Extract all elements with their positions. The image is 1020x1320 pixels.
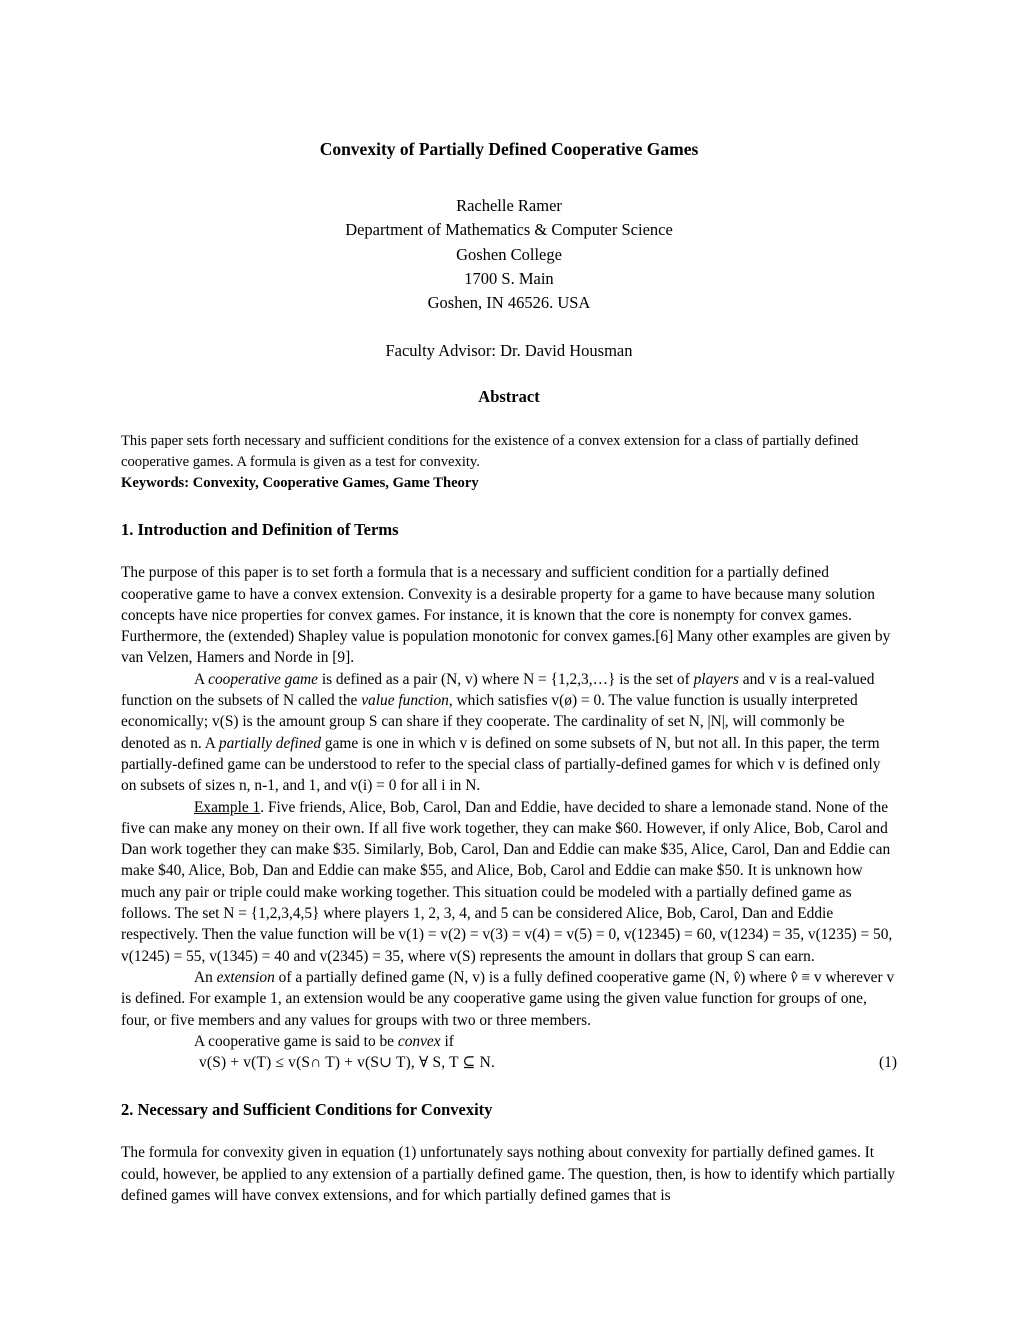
paragraph-text: The formula for convexity given in equation (1) unfortunately says nothing about convexity for partially defined games. It could, however, be applied to any extension of a partially defined game. The question, then, is how to identify which partially defined games will have convex extensions, and for which partially defined games that is: [121, 1144, 895, 1204]
term-extension: extension: [216, 968, 275, 986]
paragraph-text: The purpose of this paper is to set forth a formula that is a necessary and sufficient condition for a partially defined cooperative game to have a convex extension. Convexity is a desirable property for a game to have because many solution concepts have nice properties for convex games. For instance, it is known that the core is nonempty for convex games. Furthermore, the (extended) Shapley value is population monotonic for convex games.[6] Many other examples are given by van Velzen, Hamers and Norde in [9].: [121, 564, 891, 667]
section-1-paragraph-5-convex: [121, 1031, 897, 1052]
paragraph-text-b: is defined as a pair (N, v) where N = {1,2,3,…} is the set of: [317, 670, 694, 688]
paragraph-text-d: ≡ v wherever v is defined. For example 1, an extension would be any cooperative game using the given value function for groups of one, four, or five members and any values for groups with two or three members.: [121, 968, 895, 1029]
term-cooperative-game: cooperative game: [208, 670, 318, 688]
faculty-advisor: Faculty Advisor: Dr. David Housman: [385, 341, 633, 361]
page-title: Convexity of Partially Defined Cooperative Games: [319, 139, 699, 159]
v-hat-symbol: v̂: [790, 968, 798, 986]
author-block: [121, 194, 897, 315]
equation-1-line: [121, 1052, 897, 1073]
author-department: Department of Mathematics & Computer Science: [345, 220, 673, 240]
paragraph-text-a: A cooperative game is said to be: [194, 1032, 398, 1050]
equation-1-number: (1): [879, 1054, 897, 1072]
paragraph-text-a: A: [194, 670, 209, 688]
author-name: Rachelle Ramer: [456, 196, 562, 215]
paragraph-text-a: An: [194, 968, 217, 986]
section-1-paragraph-1: [121, 562, 897, 668]
abstract-heading: Abstract: [478, 387, 540, 407]
paragraph-text-d: , which satisfies v(ø) = 0. The value function is usually interpreted economically; v(S) is the amount group S can share if they cooperate. The cardinality of set N, |N|, will commonly be denoted as n. A: [121, 692, 858, 752]
v-hat-symbol: v̂: [733, 968, 741, 986]
section-1-paragraph-3-example: [121, 797, 897, 967]
section-1-paragraph-2: [121, 669, 897, 797]
example-label: Example 1: [194, 798, 261, 816]
paragraph-text-c: and v is a real-valued function on the subsets of N called the: [121, 670, 875, 710]
section-2-paragraph-1: [121, 1142, 897, 1206]
term-convex: convex: [397, 1032, 441, 1050]
paragraph-text-b: if: [440, 1032, 454, 1050]
page-content: [121, 0, 897, 1206]
author-street: 1700 S. Main: [464, 268, 554, 288]
equation-1-body: v(S) + v(T) ≤ v(S∩ T) + v(S∪ T), ∀ S, T ⊆ N.: [199, 1054, 495, 1072]
paragraph-text-c: ) where: [740, 968, 791, 986]
keywords-line: Keywords: Convexity, Cooperative Games, Game Theory: [121, 474, 479, 491]
term-players: players: [693, 670, 739, 688]
term-partially-defined: partially defined: [218, 734, 322, 752]
term-value-function: value function: [361, 692, 449, 710]
section-2-heading: 2. Necessary and Sufficient Conditions for Convexity: [121, 1100, 493, 1120]
author-institution: Goshen College: [456, 244, 562, 264]
paragraph-text-b: of a partially defined game (N, v) is a fully defined cooperative game (N,: [274, 968, 734, 986]
abstract-body: This paper sets forth necessary and sufficient conditions for the existence of a convex extension for a class of partially defined cooperative games. A formula is given as a test for convexity.: [121, 433, 859, 471]
section-1-heading: 1. Introduction and Definition of Terms: [121, 520, 399, 540]
paragraph-text-e: game is one in which v is defined on some subsets of N, but not all. In this paper, the term partially-defined game can be understood to refer to the special class of partially-defined games for which v is defined only on subsets of sizes n, n-1, and 1, and v(i) = 0 for all i in N.: [121, 734, 881, 795]
example-body: . Five friends, Alice, Bob, Carol, Dan and Eddie, have decided to share a lemonade stand. None of the five can make any money on their own. If all five work together, they can make $60. However, if only Alice, Bob, Carol and Dan work together they can make $35. Similarly, Bob, Carol, Dan and Eddie can make $35, Alice, Carol, Dan and Eddie can make $40, Alice, Bob, Dan and Eddie can make $55, and Alice, Bob, Carol and Eddie can make $50. It is unknown how much any pair or triple could make working together. This situation could be modeled with a partially defined game as follows. The set N = {1,2,3,4,5} where players 1, 2, 3, 4, and 5 can be considered Alice, Bob, Carol, Dan and Eddie respectively. Then the value function will be v(1) = v(2) = v(3) = v(4) = v(5) = 0, v(12345) = 60, v(1234) = 35, v(1235) = 50, v(1245) = 55, v(1345) = 40 and v(2345) = 35, where v(S) represents the amount in dollars that group S can earn.: [121, 798, 893, 965]
section-1-paragraph-4-extension: [121, 967, 897, 1031]
author-city-state-zip: Goshen, IN 46526. USA: [427, 293, 591, 313]
